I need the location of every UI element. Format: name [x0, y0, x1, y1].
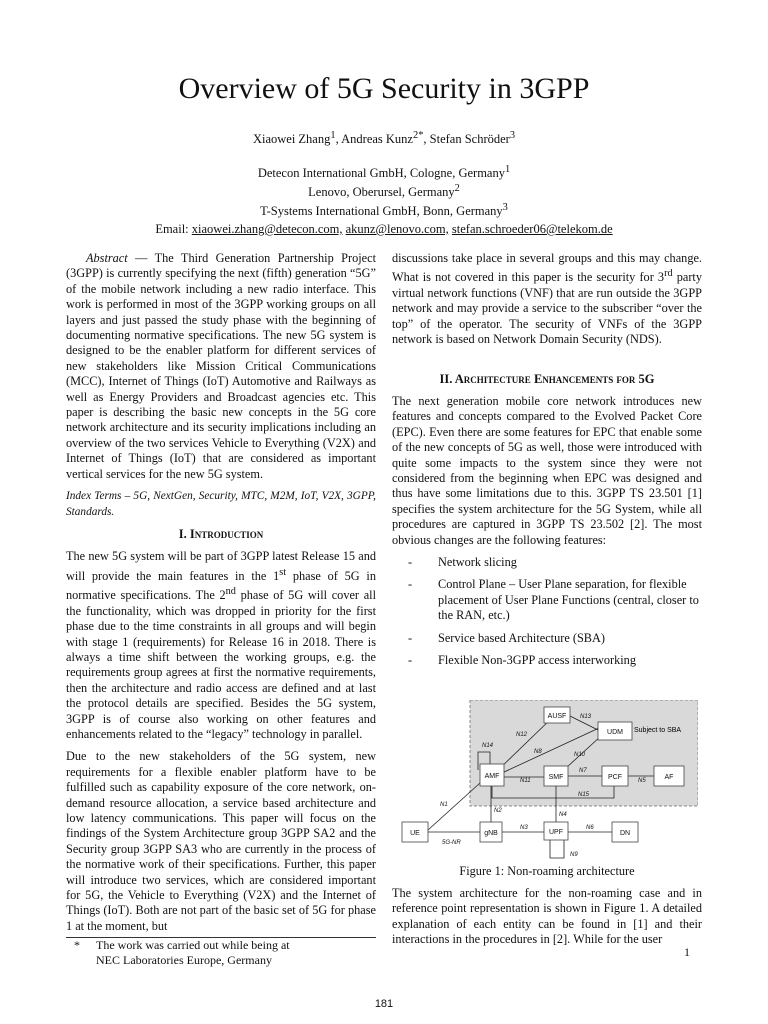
affiliation-text: Detecon International GmbH, Cologne, Germany [257, 166, 505, 181]
ue-label: UE [410, 830, 420, 837]
n14-label: N14 [482, 743, 494, 749]
gnb-label: gNB [484, 830, 498, 837]
n15-label: N15 [578, 792, 590, 798]
dn-label: DN [619, 830, 631, 837]
bullet-dash: - [408, 577, 413, 592]
ref-line [428, 783, 480, 830]
affiliation [0, 162, 768, 181]
footnote-line [66, 938, 386, 953]
n3-label: N3 [520, 825, 528, 831]
text-run: discussions take place in several groups and this may change. What is not covered in this paper is the security for 3 [392, 251, 702, 285]
affiliation-sup: 3 [502, 202, 508, 214]
left-column [66, 251, 376, 941]
email-line [0, 222, 768, 237]
n7-label: N7 [579, 768, 587, 774]
affiliation [0, 200, 768, 219]
superscript: st [279, 566, 287, 578]
affiliation-sup: 2 [454, 183, 460, 195]
list-item [392, 631, 702, 646]
email-link[interactable]: akunz@lenovo.com, [345, 222, 449, 236]
author-name: Andreas Kunz [341, 132, 413, 147]
5g-nr-label: 5G-NR [442, 840, 461, 846]
n8-label: N8 [534, 749, 542, 755]
pcf-label: PCF [608, 774, 622, 781]
affiliation-text: T-Systems International GmbH, Bonn, Germany [260, 204, 503, 219]
n1-label: N1 [440, 802, 448, 808]
right-column [392, 251, 702, 675]
superscript: rd [664, 268, 673, 280]
column-page-number: 1 [684, 945, 690, 959]
section-heading: I. Introduction [178, 526, 264, 541]
intro-paragraph: Due to the new stakeholders of the 5G system, new requirements for a flexible enabler platform have to be fulfilled such as capability exposure of the core network, on-demand resource allocation, a service based architecture and low latency communications. This paper will focus on the findings of the System Architecture group 3GPP SA2 and the Security group 3GPP SA3 who are currently in the process of the normative work of their specifications. Further, this paper will introduce two services, which are considered important for 5G, the Vehicle to Everything (V2X) and the Internet of Things (IoT). Both are not part of the basic set of 5G for phase 1 at the moment, but [66, 749, 376, 933]
footnote-text: The work was carried out while being at [96, 938, 290, 952]
author-sup: 3 [509, 130, 516, 141]
superscript: nd [225, 586, 236, 598]
list-item-text: Flexible Non-3GPP access interworking [438, 653, 636, 668]
list-item [392, 577, 702, 623]
udm-label: UDM [607, 729, 623, 736]
list-item [392, 653, 702, 668]
bullet-dash: - [408, 653, 413, 668]
architecture-figure [398, 700, 698, 860]
smf-label: SMF [548, 774, 564, 781]
af-label: AF [664, 774, 674, 781]
n12-label: N12 [516, 732, 528, 738]
author-name: Xiaowei Zhang [252, 132, 331, 147]
body-paragraph [392, 251, 702, 348]
text-run: The new 5G system will be part of 3GPP latest Release 15 and will provide the main features in the 1 [66, 549, 376, 583]
ref-line [550, 840, 564, 858]
text-run: phase of 5G will cover all the functionality, which was dropped in priority for the first phase due to the time constraints in all groups and will begin with stage 1 (requirements) for Release 16 in 2018. There is always a time shift between the working groups, e.g. the requirements group agrees at first the normative requirements, then the architecture and radio access are defined and at last the protocol details are specified. Besides the 5G system, 3GPP is of course also working on other features and enhancements related to the “legacy” technology in parallel. [66, 588, 376, 741]
email-label: Email: [155, 222, 189, 236]
footnote-line: NEC Laboratories Europe, Germany [96, 953, 272, 967]
author-sup: 2* [412, 130, 424, 141]
section-heading: II. Architecture Enhancements for 5G [439, 371, 655, 386]
abstract-text: — The Third Generation Partnership Project (3GPP) is currently specifying the next (fifth) generation “5G” of the mobile network including a new radio interface. This work is performed in most of the 3GPP working groups on all layers and just passed the study phase with the beginning of documenting normative specifications. The new 5G system is designed to be the enabler platform for different services of new stakeholders like Mission Critical Communications (MCC), Internet of Things (IoT) Automotive and Railways as well as Energy Providers and Broadcast agencies etc. This paper is describing the basic new concepts in the 5G core network architecture and its security implications including an overview of the two services Vehicle to Everything (V2X) and Internet of Things (IoT) that are considered as important vertical services for the new 5G system. [66, 251, 376, 481]
footnote [66, 938, 386, 968]
n4-label: N4 [559, 812, 567, 818]
email-link[interactable]: xiaowei.zhang@detecon.com, [191, 222, 343, 236]
affiliation-text: Lenovo, Oberursel, Germany [308, 185, 455, 200]
feature-list [392, 555, 702, 668]
body-paragraph: The next generation mobile core network introduces new features and concepts compared to the Evolved Packet Core (EPC). Even there are some features for EPC that enable some of the new concepts of 5G as well, those were introduced with quite some impacts to the system since they were not considered from the beginning when EPC was designed and thus have some limitations due to this. 3GPP TS 23.501 [1] specifies the system architecture for the 5G System, while all procedures are captured in 3GPP TS 23.502 [2]. The most obvious changes are the following features: [392, 393, 702, 547]
list-item-text: Network slicing [438, 555, 517, 569]
text-run: phase of 5G in normative specifications. The 2 [66, 568, 376, 603]
n9-label: N9 [570, 852, 578, 858]
author-name: Stefan Schröder [429, 132, 510, 147]
n11-label: N11 [520, 778, 531, 784]
email-link[interactable]: stefan.schroeder06@telekom.de [451, 222, 613, 236]
list-item-text: Control Plane – User Plane separation, for flexible placement of User Plane Functions (central, closer to the RAN, etc.) [438, 577, 699, 623]
body-paragraph: The system architecture for the non-roaming case and in reference point representation is shown in Figure 1. A detailed explanation of each entity can be found in [1] and their interactions in the procedures in [2]. While for the user [392, 886, 702, 947]
affiliation [0, 181, 768, 200]
n2-label: N2 [494, 808, 502, 814]
n10-label: N10 [574, 752, 586, 758]
bullet-dash: - [408, 555, 413, 569]
list-item-text: Service based Architecture (SBA) [438, 630, 605, 645]
sba-label: Subject to SBA [634, 727, 682, 734]
author-line: Xiaowei Zhang$^1$, Andreas Kunz$^{2*}$, Stefan Schröder$^3$ [252, 130, 516, 147]
abstract-label: Abstract [86, 251, 128, 265]
n13-label: N13 [580, 714, 592, 720]
upf-label: UPF [549, 829, 563, 836]
amf-label: AMF [484, 773, 500, 780]
footnote-mark: * [74, 938, 80, 952]
figure-caption: Figure 1: Non-roaming architecture [459, 864, 635, 878]
affiliation-sup: 1 [504, 164, 511, 175]
ausf-label: AUSF [547, 713, 567, 720]
index-terms: Index Terms – 5G, NextGen, Security, MTC, M2M, IoT, V2X, 3GPP, Standards. [66, 490, 376, 518]
intro-paragraph [66, 549, 376, 742]
n6-label: N6 [586, 825, 594, 831]
right-column-bottom [392, 886, 702, 955]
abstract [66, 251, 376, 482]
text-run: party virtual network functions (VNF) that are run outside the 3GPP network and may provide a service to the subscriber “over the top” of the operator. The security of VNFs of the 3GPP network is based on Network Domain Security (NDS). [392, 270, 702, 347]
list-item [392, 555, 702, 570]
n5-label: N5 [638, 778, 646, 784]
bullet-dash: - [408, 630, 413, 645]
paper-title: Overview of 5G Security in 3GPP [178, 72, 590, 105]
page-number: 181 [374, 998, 394, 1010]
affiliations [0, 162, 768, 219]
author-sup: 1 [330, 130, 336, 141]
